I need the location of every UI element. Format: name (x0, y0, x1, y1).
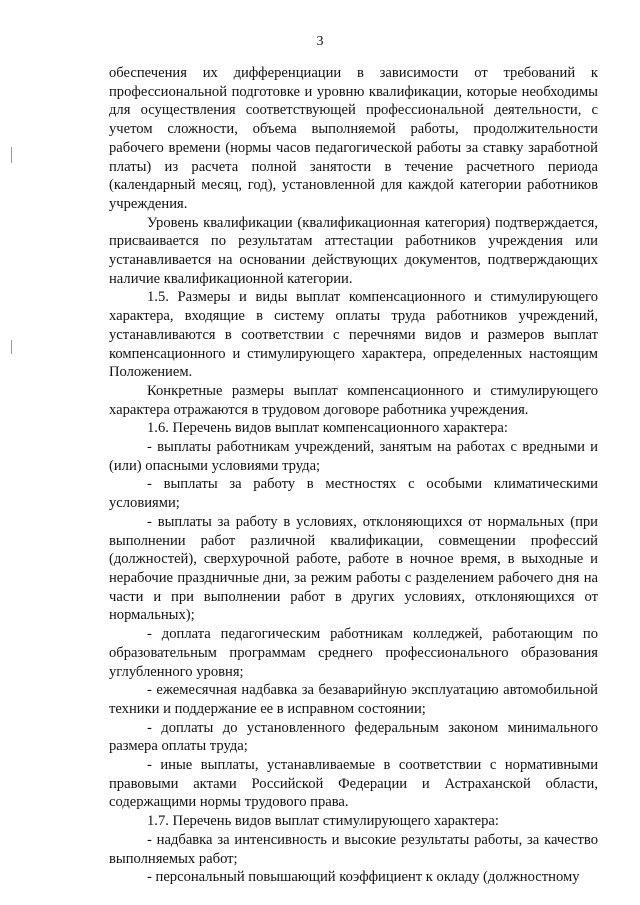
list-item: - выплаты за работу в условиях, отклоняющихся от нормальных (при выполнении работ различной квалификации, совмещении профессий (должностей), сверхурочной работе, работе в ночное время, в выходные и нерабочие праздничные дни, за режим работы с разделением рабочего дня на части и при выполнении работ в других условиях, отклоняющихся от нормальных); (109, 513, 598, 624)
list-item: - надбавка за интенсивность и высокие результаты работы, за качество выполняемых работ; (109, 831, 598, 867)
paragraph: обеспечения их дифференциации в зависимости от требований к профессиональной подготовке и уровню квалификации, которые необходимы для осуществления соответствующей профессиональной деятельности, с учетом сложности, объема выполняемой работы, продолжительности рабочего времени (нормы часов педагогической работы за ставку заработной платы) из расчета полной занятости в течение расчетного периода (календарный месяц, год), установленной для каждой категории работников учреждения. (109, 65, 598, 212)
list-item: - выплаты работникам учреждений, занятым на работах с вредными и (или) опасными условиями труда; (109, 439, 598, 474)
list-item: - иные выплаты, устанавливаемые в соответствии с нормативными правовыми актами Российской Федерации и Астраханской области, содержащими нормы трудового права. (109, 757, 598, 811)
scan-artifact-mark (11, 147, 12, 163)
list-item: - доплаты до установленного федеральным законом минимального размера оплаты труда; (109, 719, 598, 755)
list-heading: 1.7. Перечень видов выплат стимулирующего характера: (147, 813, 499, 830)
page-number: 3 (316, 34, 324, 49)
list-item: - доплата педагогическим работникам колледжей, работающим по образовательным программам среднего профессионального образования углубленного уровня; (109, 626, 598, 680)
paragraph: 1.5. Размеры и виды выплат компенсационного и стимулирующего характера, входящие в систему оплаты труда работников учреждений, устанавливаются в соответствии с перечнями видов и размеров выплат компенсационного и стимулирующего характера, определенных настоящим Положением. (109, 289, 598, 381)
list-item: - персональный повышающий коэффициент к окладу (должностному (147, 869, 580, 886)
paragraph: Конкретные размеры выплат компенсационного и стимулирующего характера отражаются в трудовом договоре работника учреждения. (109, 382, 598, 418)
list-item: - ежемесячная надбавка за безаварийную эксплуатацию автомобильной техники и поддержание ее в исправном состоянии; (109, 682, 598, 717)
paragraph: Уровень квалификации (квалификационная категория) подтверждается, присваивается по результатам аттестации работников учреждения или устанавливается на основании действующих документов, подтверждающих наличие квалификационной категории. (109, 214, 598, 287)
list-heading: 1.6. Перечень видов выплат компенсационного характера: (147, 420, 508, 437)
list-item: - выплаты за работу в местностях с особыми климатическими условиями; (109, 476, 598, 512)
document-body (109, 64, 598, 887)
scan-artifact-mark (11, 340, 12, 354)
